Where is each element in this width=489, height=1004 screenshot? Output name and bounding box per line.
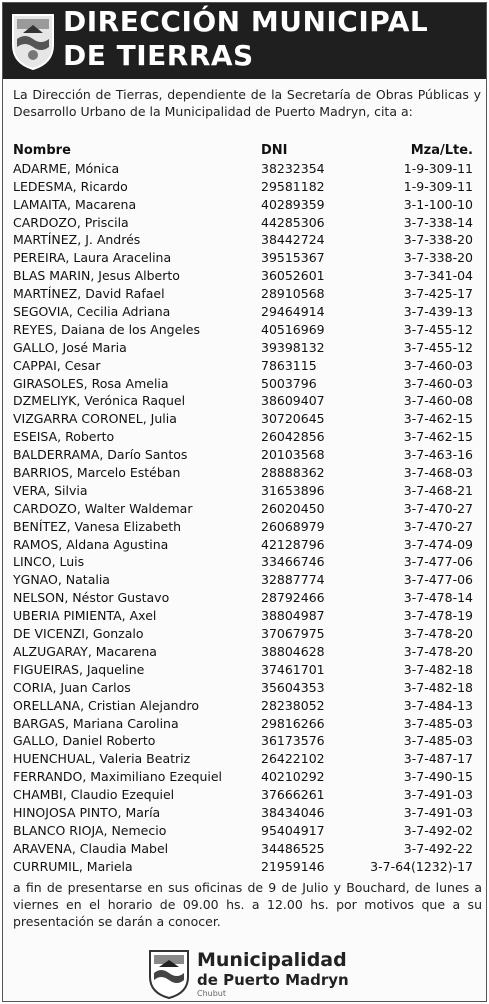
row-name: MARTÍNEZ, David Rafael: [13, 286, 165, 302]
table-row: [13, 196, 483, 214]
row-mza: 3-7-341-04: [403, 268, 473, 284]
row-dni: 37461701: [261, 661, 325, 677]
row-name: SEGOVIA, Cecilia Adriana: [13, 304, 171, 320]
row-mza: 3-7-463-16: [403, 447, 473, 463]
row-mza: 3-7-462-15: [403, 429, 473, 445]
municipality-logo: [147, 947, 357, 999]
table-row: [13, 446, 483, 464]
row-name: BENÍTEZ, Vanesa Elizabeth: [13, 518, 182, 534]
table-row: [13, 750, 483, 768]
table-row: [13, 518, 483, 536]
row-dni: 38804628: [261, 643, 325, 659]
row-name: LAMAITA, Macarena: [13, 196, 137, 212]
row-dni: 30720645: [261, 411, 325, 427]
row-dni: 31653896: [261, 482, 325, 498]
row-name: BALDERRAMA, Darío Santos: [13, 447, 188, 463]
row-mza: 3-7-485-03: [403, 733, 473, 749]
row-mza: 3-7-478-20: [403, 626, 473, 642]
table-row: [13, 625, 483, 643]
row-name: CORIA, Juan Carlos: [13, 679, 131, 695]
row-mza: 3-7-491-03: [403, 804, 473, 820]
row-dni: 36173576: [261, 733, 325, 749]
row-name: LINCO, Luis: [13, 554, 85, 570]
row-dni: 21959146: [261, 858, 325, 874]
row-dni: 26068979: [261, 518, 325, 534]
row-mza: 3-7-477-06: [403, 572, 473, 588]
row-mza: 3-7-462-15: [403, 411, 473, 427]
row-dni: 7863115: [261, 357, 317, 373]
table-row: [13, 643, 483, 661]
table-row: [13, 267, 483, 285]
row-dni: 29464914: [261, 304, 325, 320]
row-dni: 20103568: [261, 447, 325, 463]
row-mza: 3-7-478-19: [403, 608, 473, 624]
header-name: Nombre: [13, 143, 71, 158]
row-mza: 3-7-455-12: [403, 321, 473, 337]
row-dni: 28792466: [261, 590, 325, 606]
row-dni: 34486525: [261, 840, 325, 856]
row-name: VERA, Silvia: [13, 482, 88, 498]
row-name: BARRIOS, Marcelo Estéban: [13, 465, 181, 481]
title-line-2: DE TIERRAS: [63, 39, 254, 72]
row-name: HUENCHUAL, Valeria Beatriz: [13, 751, 191, 767]
row-dni: 39515367: [261, 250, 325, 266]
header-banner: [3, 3, 486, 79]
row-name: BARGAS, Mariana Carolina: [13, 715, 179, 731]
table-row: [13, 536, 483, 554]
row-mza: 3-7-468-21: [403, 482, 473, 498]
table-row: [13, 732, 483, 750]
row-name: DE VICENZI, Gonzalo: [13, 626, 144, 642]
row-dni: 26422102: [261, 751, 325, 767]
row-mza: 3-7-338-14: [403, 214, 473, 230]
row-dni: 29816266: [261, 715, 325, 731]
row-name: CAPPAI, Cesar: [13, 357, 101, 373]
row-name: FIGUEIRAS, Jaqueline: [13, 661, 145, 677]
row-mza: 3-7-460-03: [403, 357, 473, 373]
row-mza: 3-7-477-06: [403, 554, 473, 570]
table-row: [13, 679, 483, 697]
table-row: [13, 249, 483, 267]
row-name: ADARME, Mónica: [13, 160, 120, 176]
row-name: CARDOZO, Priscila: [13, 214, 129, 230]
table-row: [13, 661, 483, 679]
table-row: [13, 500, 483, 518]
logo-line-2: de Puerto Madryn: [197, 971, 349, 989]
row-dni: 37666261: [261, 787, 325, 803]
row-name: ORELLANA, Cristian Alejandro: [13, 697, 200, 713]
row-name: RAMOS, Aldana Agustina: [13, 536, 169, 552]
row-dni: 95404917: [261, 822, 325, 838]
row-name: BLAS MARIN, Jesus Alberto: [13, 268, 180, 284]
table-row: [13, 697, 483, 715]
row-name: YGNAO, Natalia: [13, 572, 110, 588]
row-name: ARAVENA, Claudia Mabel: [13, 840, 169, 856]
row-dni: 26020450: [261, 500, 325, 516]
row-dni: 28910568: [261, 286, 325, 302]
table-row: [13, 410, 483, 428]
row-dni: 33466746: [261, 554, 325, 570]
row-dni: 28238052: [261, 697, 325, 713]
row-name: ESEISA, Roberto: [13, 429, 115, 445]
row-name: VIZGARRA CORONEL, Julia: [13, 411, 177, 427]
table-row: [13, 840, 483, 858]
row-dni: 38609407: [261, 393, 325, 409]
table-row: [13, 339, 483, 357]
row-mza: 3-7-64(1232)-17: [370, 858, 473, 874]
row-mza: 1-9-309-11: [403, 160, 473, 176]
table-row: [13, 178, 483, 196]
citation-table: [13, 142, 483, 876]
row-name: DZMELIYK, Verónica Raquel: [13, 393, 186, 409]
row-mza: 1-9-309-11: [403, 178, 473, 194]
row-mza: 3-7-478-14: [403, 590, 473, 606]
row-dni: 42128796: [261, 536, 325, 552]
row-mza: 3-7-468-03: [403, 465, 473, 481]
row-dni: 40289359: [261, 196, 325, 212]
table-row: [13, 571, 483, 589]
table-row: [13, 321, 483, 339]
row-mza: 3-7-484-13: [403, 697, 473, 713]
row-dni: 40210292: [261, 769, 325, 785]
table-row: [13, 553, 483, 571]
row-name: BLANCO RIOJA, Nemecio: [13, 822, 167, 838]
row-mza: 3-7-478-20: [403, 643, 473, 659]
row-name: LEDESMA, Ricardo: [13, 178, 128, 194]
table-row: [13, 428, 483, 446]
table-row: [13, 822, 483, 840]
row-name: REYES, Daiana de los Angeles: [13, 321, 200, 337]
title-line-1: DIRECCIÓN MUNICIPAL: [63, 5, 429, 38]
row-mza: 3-7-492-02: [403, 822, 473, 838]
row-name: MARTÍNEZ, J. Andrés: [13, 232, 141, 248]
page-title: [63, 5, 483, 73]
row-name: UBERIA PIMIENTA, Axel: [13, 608, 157, 624]
table-row: [13, 768, 483, 786]
row-dni: 26042856: [261, 429, 325, 445]
row-name: FERRANDO, Maximiliano Ezequiel: [13, 769, 223, 785]
row-mza: 3-7-338-20: [403, 232, 473, 248]
row-dni: 29581182: [261, 178, 325, 194]
row-name: GALLO, José Maria: [13, 339, 127, 355]
municipal-crest-icon: [147, 947, 191, 999]
table-row: [13, 464, 483, 482]
intro-paragraph: La Dirección de Tierras, dependiente de la Secretaría de Obras Públicas y Desarrollo Urbano de la Municipalidad de Puerto Madryn, cita a:: [13, 87, 481, 119]
row-dni: 39398132: [261, 339, 325, 355]
row-mza: 3-7-485-03: [403, 715, 473, 731]
header-mza: Mza/Lte.: [410, 143, 473, 158]
row-mza: 3-7-470-27: [403, 518, 473, 534]
row-mza: 3-7-338-20: [403, 250, 473, 266]
table-header-row: [13, 142, 483, 160]
row-mza: 3-7-460-03: [403, 375, 473, 391]
table-row: [13, 804, 483, 822]
table-row: [13, 392, 483, 410]
row-name: GALLO, Daniel Roberto: [13, 733, 156, 749]
table-row: [13, 858, 483, 876]
row-dni: 38232354: [261, 160, 325, 176]
row-dni: 28888362: [261, 465, 325, 481]
row-name: NELSON, Néstor Gustavo: [13, 590, 170, 606]
row-mza: 3-7-474-09: [403, 536, 473, 552]
row-dni: 38804987: [261, 608, 325, 624]
table-row: [13, 375, 483, 393]
row-mza: 3-7-490-15: [403, 769, 473, 785]
table-row: [13, 715, 483, 733]
logo-line-1: Municipalidad: [197, 949, 347, 971]
row-dni: 36052601: [261, 268, 325, 284]
row-mza: 3-7-460-08: [403, 393, 473, 409]
table-row: [13, 357, 483, 375]
closing-paragraph: a fin de presentarse en sus oficinas de 9 de Julio y Bouchard, de lunes a viernes en el horario de 09.00 hs. a 12.00 hs. por motivos que a su presentación se darán a conocer.: [13, 880, 482, 929]
row-name: GIRASOLES, Rosa Amelia: [13, 375, 169, 391]
row-dni: 38434046: [261, 804, 325, 820]
table-row: [13, 786, 483, 804]
row-mza: 3-7-491-03: [403, 787, 473, 803]
table-row: [13, 214, 483, 232]
table-row: [13, 607, 483, 625]
row-mza: 3-7-425-17: [403, 286, 473, 302]
logo-line-3: Chubut: [197, 989, 227, 998]
row-dni: 5003796: [261, 375, 317, 391]
row-mza: 3-7-492-22: [403, 840, 473, 856]
table-row: [13, 285, 483, 303]
row-name: PEREIRA, Laura Aracelina: [13, 250, 172, 266]
municipal-crest-icon: [9, 9, 57, 71]
row-mza: 3-7-482-18: [403, 661, 473, 677]
notice-frame: [2, 2, 487, 1002]
row-dni: 32887774: [261, 572, 325, 588]
row-mza: 3-7-439-13: [403, 304, 473, 320]
row-dni: 40516969: [261, 321, 325, 337]
table-row: [13, 589, 483, 607]
row-name: ALZUGARAY, Macarena: [13, 643, 157, 659]
table-row: [13, 303, 483, 321]
row-name: CARDOZO, Walter Waldemar: [13, 500, 193, 516]
row-dni: 35604353: [261, 679, 325, 695]
row-name: CHAMBI, Claudio Ezequiel: [13, 787, 175, 803]
header-dni: DNI: [261, 143, 288, 158]
row-dni: 37067975: [261, 626, 325, 642]
row-dni: 38442724: [261, 232, 325, 248]
table-row: [13, 160, 483, 178]
row-mza: 3-1-100-10: [403, 196, 473, 212]
row-mza: 3-7-482-18: [403, 679, 473, 695]
row-dni: 44285306: [261, 214, 325, 230]
table-row: [13, 482, 483, 500]
row-name: HINOJOSA PINTO, María: [13, 804, 161, 820]
row-mza: 3-7-470-27: [403, 500, 473, 516]
table-row: [13, 231, 483, 249]
row-name: CURRUMIL, Mariela: [13, 858, 133, 874]
row-mza: 3-7-487-17: [403, 751, 473, 767]
row-mza: 3-7-455-12: [403, 339, 473, 355]
